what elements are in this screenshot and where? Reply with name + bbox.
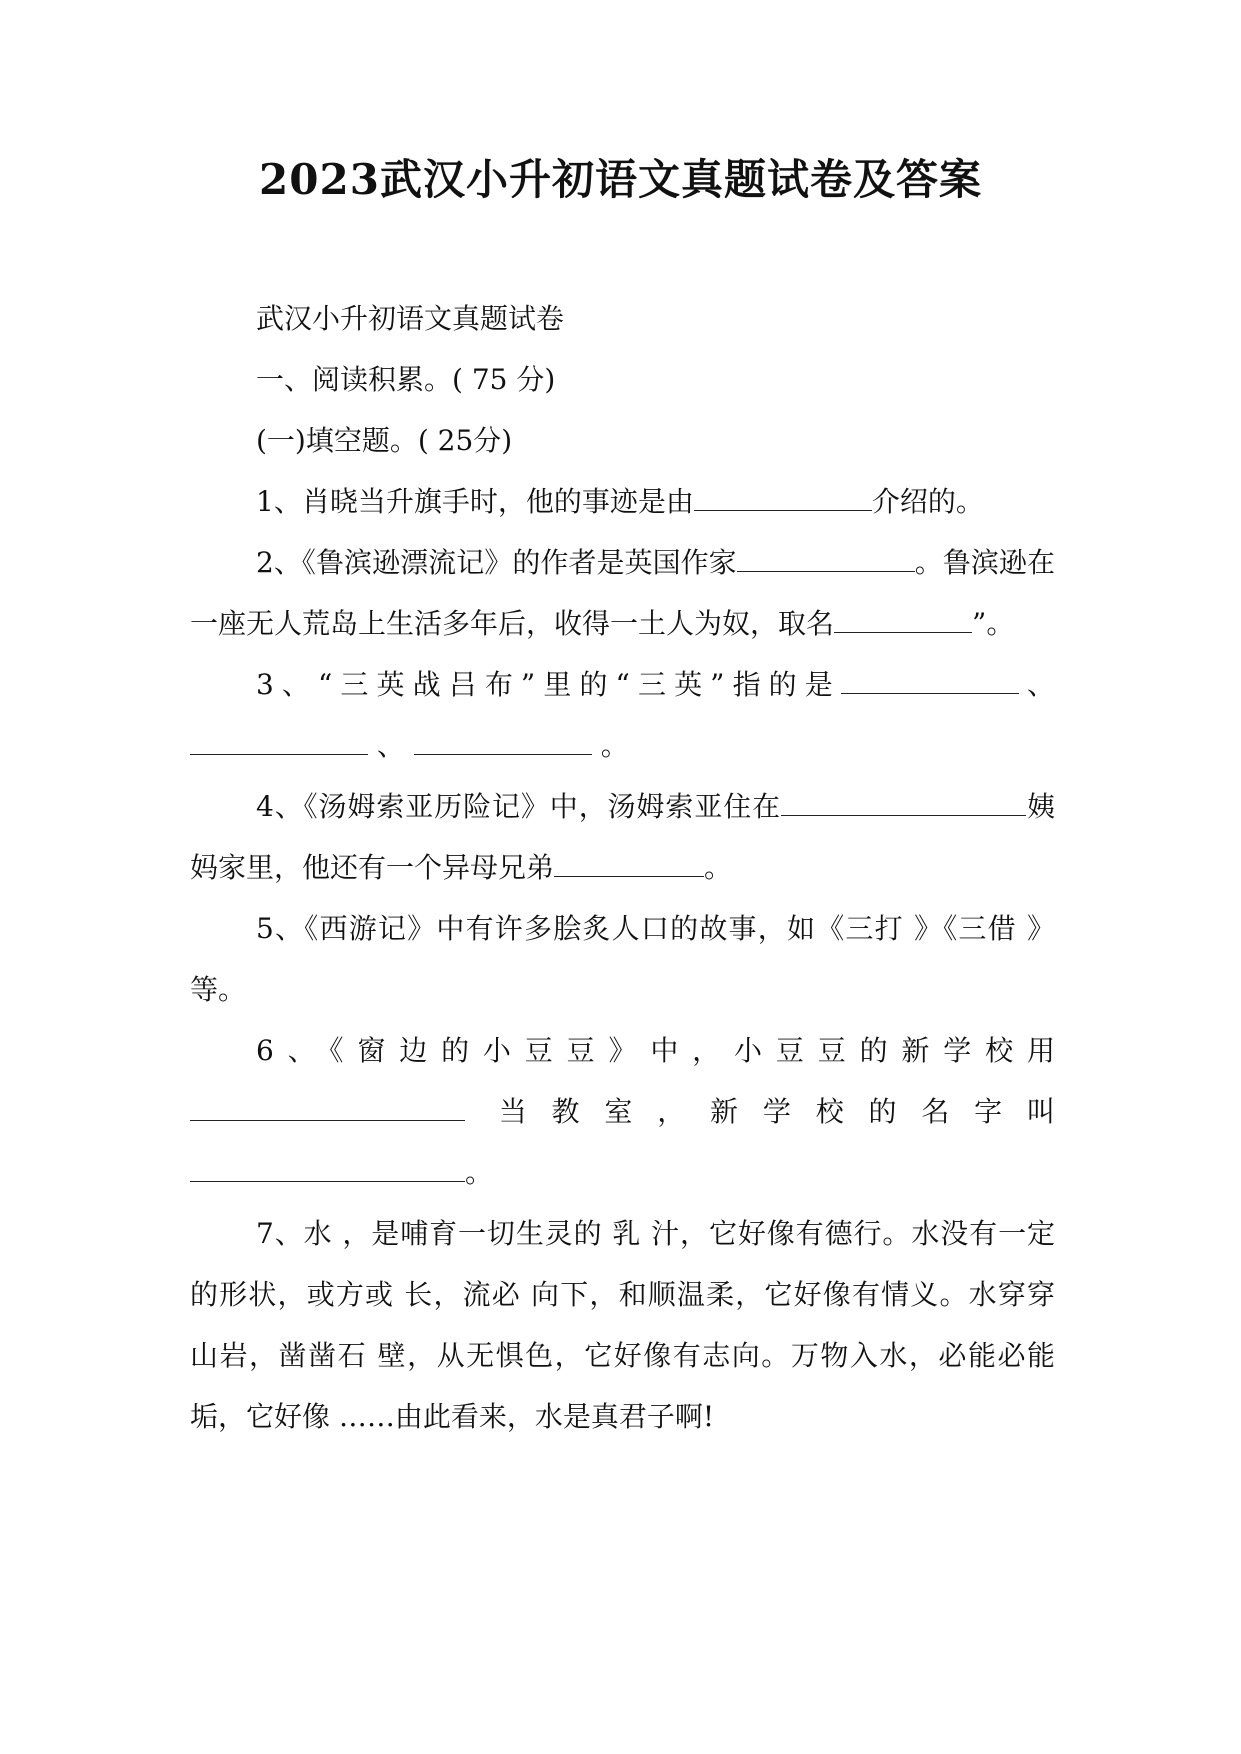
answer-blank xyxy=(554,849,704,877)
question-1-text: 1、肖晓当升旗手时，他的事迹是由 xyxy=(256,485,694,518)
question-1-tail: 介绍的。 xyxy=(871,485,984,518)
question-4-tail: 。 xyxy=(704,851,733,884)
section-heading: 一、阅读积累。( 75 分) xyxy=(256,363,556,396)
question-2-tail: ”。 xyxy=(972,607,1015,640)
question-3-separator: 、 xyxy=(368,729,405,762)
question-3-tail: 。 xyxy=(591,729,629,762)
question-4-text: 4、《汤姆索亚历险记》中，汤姆索亚住在 xyxy=(256,790,782,823)
answer-blank xyxy=(841,666,1019,694)
question-1 xyxy=(190,471,1055,532)
question-7: 7、水 ，是哺育一切生灵的 乳 汁，它好像有德行。水没有一定的形状，或方或 长，流必 向下，和顺温柔，它好像有情义。水穿穿 山岩，凿凿石 壁，从无惧色，它好像有志向。万物入水，必能必能 垢，它好像 ……由此看来，水是真君子啊! xyxy=(190,1217,1055,1433)
answer-blank xyxy=(781,788,1026,816)
answer-blank xyxy=(834,605,972,633)
answer-blank xyxy=(414,727,592,755)
answer-blank xyxy=(190,1093,465,1121)
question-5: 5、《西游记》中有许多脍炙人口的故事，如《三打 》《三借 》等。 xyxy=(190,912,1055,1006)
question-3-separator: 、 xyxy=(1018,668,1055,701)
answer-blank xyxy=(737,544,915,572)
document-body xyxy=(190,288,1055,1447)
answer-blank xyxy=(190,727,368,755)
question-3-text: 3、“三英战吕布”里的“三英”指的是 xyxy=(256,668,841,701)
question-6-middle: 当教室，新学校的名字叫 xyxy=(465,1095,1055,1128)
question-6-tail: 。 xyxy=(465,1156,494,1189)
question-4 xyxy=(190,776,1055,898)
question-4-middle: 姨妈家里，他还有一个异母兄弟 xyxy=(190,790,1055,884)
subsection-heading: (一)填空题。( 25分) xyxy=(256,424,513,457)
answer-blank xyxy=(190,1154,465,1182)
question-2 xyxy=(190,532,1055,654)
question-3 xyxy=(190,654,1055,776)
question-2-text: 2、《鲁滨逊漂流记》的作者是英国作家 xyxy=(256,546,737,579)
question-2-middle: 。鲁滨逊在一座无人荒岛上生活多年后，收得一土人为奴，取名 xyxy=(190,546,1055,640)
document-title: 2023武汉小升初语文真题试卷及答案 xyxy=(259,155,982,204)
question-6-text: 6、《窗边的小豆豆》中，小豆豆的新学校用 xyxy=(256,1034,1055,1067)
exam-heading: 武汉小升初语文真题试卷 xyxy=(256,302,565,335)
question-6 xyxy=(190,1020,1055,1203)
answer-blank xyxy=(694,483,872,511)
